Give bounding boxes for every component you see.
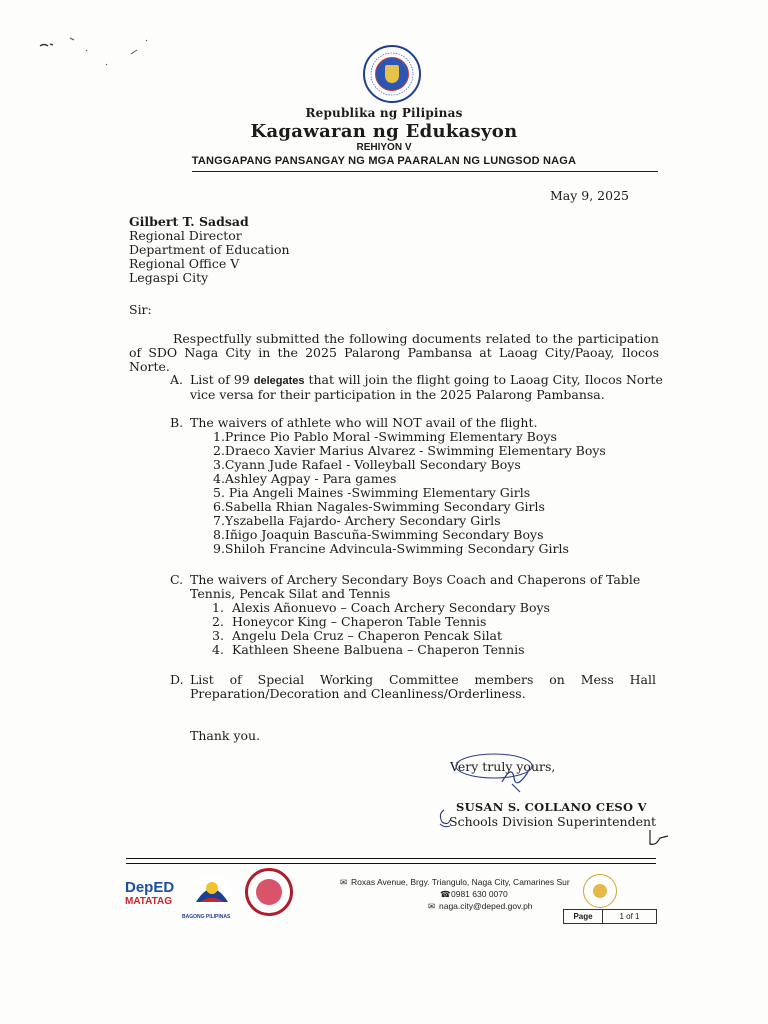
list-number: 2. bbox=[212, 614, 224, 629]
addressee-line: Regional Director bbox=[129, 228, 242, 243]
list-item: 2.Draeco Xavier Marius Alvarez - Swimming Elementary Boys bbox=[213, 443, 606, 458]
closing: Very truly yours, bbox=[450, 759, 556, 774]
address-text: Roxas Avenue, Brgy. Triangulo, Naga City, Camarines Sur bbox=[351, 877, 570, 887]
addressee-block bbox=[129, 215, 290, 285]
email-text: naga.city@deped.gov.ph bbox=[439, 901, 533, 911]
list-item: 6.Sabella Rhian Nagales-Swimming Secondary Girls bbox=[213, 499, 545, 514]
deped-matatag-logo bbox=[125, 879, 185, 919]
deped-logo-text: DepED bbox=[125, 879, 175, 896]
item-c bbox=[170, 573, 660, 657]
item-a-pre: List of 99 bbox=[190, 372, 250, 387]
item-a-label: A. bbox=[170, 372, 184, 387]
addressee-line: Regional Office V bbox=[129, 256, 240, 271]
header-divider bbox=[192, 171, 658, 172]
stray-marks bbox=[36, 36, 156, 76]
salutation: Sir: bbox=[129, 302, 152, 317]
thank-you: Thank you. bbox=[190, 728, 261, 743]
item-a bbox=[170, 373, 670, 402]
list-item: 5. Pia Angeli Maines -Swimming Elementary Girls bbox=[213, 485, 531, 500]
addressee-line: Legaspi City bbox=[129, 270, 209, 285]
item-d-text: List of Special Working Committee members on Mess Hall Preparation/Decoration and Cleanliness/Orderliness. bbox=[190, 672, 656, 701]
list-item: 4.Ashley Agpay - Para games bbox=[213, 471, 397, 486]
item-b-label: B. bbox=[170, 415, 184, 430]
item-a-post: that will join the flight going to Laoag City, Ilocos Norte bbox=[304, 372, 663, 387]
division-seal-icon bbox=[245, 868, 293, 916]
signatory-name: SUSAN S. COLLANO CESO V bbox=[456, 800, 647, 814]
item-a-line2: vice versa for their participation in the 2025 Palarong Pambansa. bbox=[190, 387, 605, 402]
item-d-label: D. bbox=[170, 672, 184, 687]
phone-line bbox=[340, 888, 570, 900]
list-item: 8.Iñigo Joaquin Bascuña-Swimming Secondary Boys bbox=[213, 527, 544, 542]
envelope-icon: ✉ bbox=[428, 901, 436, 911]
rehiyon-heading: REHIYON V bbox=[356, 142, 412, 153]
item-d bbox=[170, 673, 656, 701]
contact-block bbox=[340, 876, 570, 912]
list-text: Kathleen Sheene Balbuena – Chaperon Tennis bbox=[232, 642, 525, 657]
list-text: Honeycor King – Chaperon Table Tennis bbox=[232, 614, 487, 629]
list-item bbox=[170, 629, 660, 643]
addressee-line: Department of Education bbox=[129, 242, 290, 257]
email-line bbox=[340, 900, 570, 912]
intro-paragraph bbox=[129, 332, 659, 374]
list-item: 9.Shiloh Francine Advincula-Swimming Secondary Girls bbox=[213, 541, 569, 556]
list-number: 4. bbox=[212, 642, 224, 657]
list-text: Angelu Dela Cruz – Chaperon Pencak Silat bbox=[232, 628, 503, 643]
list-item bbox=[170, 615, 660, 629]
list-item bbox=[170, 643, 660, 657]
list-text: Alexis Añonuevo – Coach Archery Secondary Boys bbox=[232, 600, 550, 615]
letter-date: May 9, 2025 bbox=[550, 188, 629, 203]
bagong-pilipinas-logo-icon bbox=[190, 872, 234, 916]
handwritten-mark bbox=[646, 826, 672, 848]
list-item: 1.Prince Pio Pablo Moral -Swimming Elementary Boys bbox=[213, 429, 557, 444]
kagawaran-heading: Kagawaran ng Edukasyon bbox=[250, 121, 518, 142]
list-item: 7.Yszabella Fajardo- Archery Secondary Girls bbox=[213, 513, 501, 528]
intro-text: Respectfully submitted the following documents related to the participation of SDO Naga City in the 2025 Palarong Pambansa at Laoag City/Paoay, Ilocos Norte. bbox=[129, 331, 659, 374]
bagong-pilipinas-label: BAGONG PILIPINAS bbox=[182, 914, 231, 920]
footer-seal-icon bbox=[583, 874, 617, 908]
address-line bbox=[340, 876, 570, 888]
republika-heading: Republika ng Pilipinas bbox=[305, 106, 463, 120]
matatag-logo-text: MATATAG bbox=[125, 896, 173, 907]
item-b-text: The waivers of athlete who will NOT avail of the flight. bbox=[190, 415, 538, 430]
office-heading: TANGGAPANG PANSANGAY NG MGA PAARALAN NG LUNGSOD NAGA bbox=[191, 155, 577, 167]
phone-icon: ☎ bbox=[440, 889, 451, 899]
deped-seal-icon bbox=[363, 45, 421, 103]
mail-icon: ✉ bbox=[340, 877, 348, 887]
footer-divider bbox=[126, 858, 656, 859]
item-c-label: C. bbox=[170, 572, 184, 587]
item-c-line2: Tennis, Pencak Silat and Tennis bbox=[190, 586, 391, 601]
signatory-title: Schools Division Superintendent bbox=[449, 814, 657, 829]
addressee-name: Gilbert T. Sadsad bbox=[129, 214, 249, 229]
list-item bbox=[170, 601, 660, 615]
list-item: 3.Cyann Jude Rafael - Volleyball Secondary Boys bbox=[213, 457, 521, 472]
page-label: Page bbox=[564, 910, 603, 923]
list-number: 3. bbox=[212, 628, 224, 643]
signature-mark bbox=[452, 752, 542, 798]
phone-text: 0981 630 0070 bbox=[451, 889, 508, 899]
footer-divider bbox=[126, 863, 656, 864]
page-value: 1 of 1 bbox=[619, 912, 640, 921]
list-number: 1. bbox=[212, 600, 224, 615]
page-number-box bbox=[563, 909, 657, 924]
item-b bbox=[170, 416, 670, 556]
item-a-delegates: delegates bbox=[253, 375, 305, 387]
item-c-line1: The waivers of Archery Secondary Boys Coach and Chaperons of Table bbox=[190, 572, 641, 587]
